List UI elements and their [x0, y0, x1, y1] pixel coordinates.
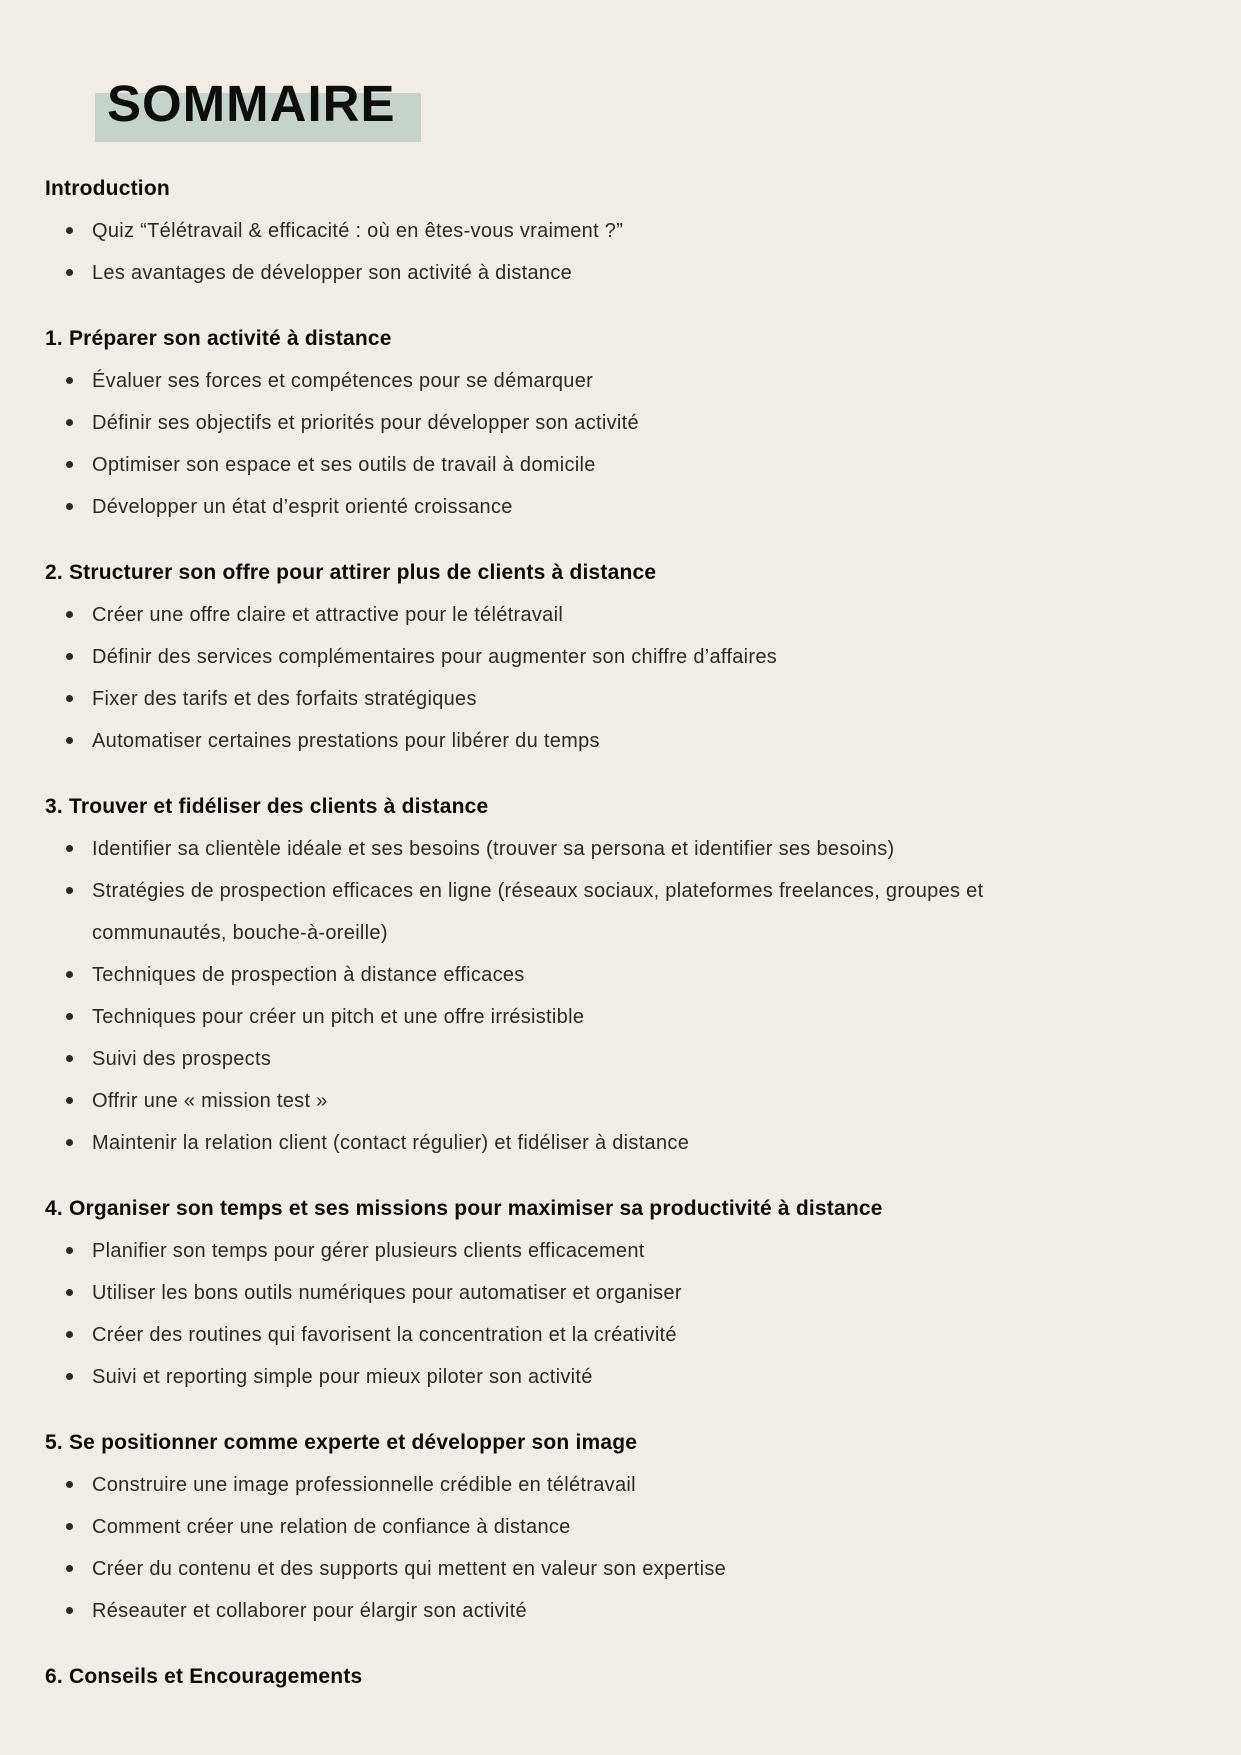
section-items: [45, 1464, 1055, 1632]
toc-item-label: Techniques de prospection à distance efficaces: [92, 964, 525, 986]
toc-item: [45, 360, 1055, 402]
bullet-icon: [66, 1055, 73, 1062]
toc-item: [45, 1122, 1055, 1164]
page-title: SOMMAIRE: [107, 75, 396, 132]
toc-item-label: Définir ses objectifs et priorités pour développer son activité: [92, 412, 639, 434]
section-heading: 6. Conseils et Encouragements: [45, 1665, 363, 1688]
toc-item: [45, 1506, 1055, 1548]
bullet-icon: [66, 461, 73, 468]
toc-item: [45, 1080, 1055, 1122]
bullet-icon: [66, 1607, 73, 1614]
section-heading: 2. Structurer son offre pour attirer plus de clients à distance: [45, 561, 657, 584]
bullet-icon: [66, 695, 73, 702]
toc-item: [45, 594, 1055, 636]
bullet-icon: [66, 377, 73, 384]
table-of-contents: [45, 168, 1181, 1698]
section-items: [45, 1230, 1055, 1398]
toc-item: [45, 1038, 1055, 1080]
bullet-icon: [66, 1523, 73, 1530]
bullet-icon: [66, 1139, 73, 1146]
bullet-icon: [66, 1247, 73, 1254]
toc-item-label: Les avantages de développer son activité à distance: [92, 262, 573, 284]
bullet-icon: [66, 653, 73, 660]
bullet-icon: [66, 971, 73, 978]
toc-section-2: [45, 552, 1181, 762]
toc-section-introduction: [45, 168, 1181, 294]
bullet-icon: [66, 1013, 73, 1020]
toc-item: [45, 720, 1055, 762]
section-heading: 3. Trouver et fidéliser des clients à distance: [45, 795, 489, 818]
toc-item: [45, 1272, 1055, 1314]
page-title-wrap: [107, 75, 396, 132]
toc-item-label: Définir des services complémentaires pour augmenter son chiffre d’affaires: [92, 646, 778, 668]
toc-item-label: Planifier son temps pour gérer plusieurs clients efficacement: [92, 1240, 645, 1262]
section-heading: 1. Préparer son activité à distance: [45, 327, 392, 350]
toc-item: [45, 996, 1055, 1038]
bullet-icon: [66, 269, 73, 276]
bullet-icon: [66, 1565, 73, 1572]
bullet-icon: [66, 227, 73, 234]
toc-item-label: Maintenir la relation client (contact régulier) et fidéliser à distance: [92, 1132, 690, 1154]
toc-item-label: Offrir une « mission test »: [92, 1090, 328, 1112]
toc-item: [45, 402, 1055, 444]
bullet-icon: [66, 737, 73, 744]
bullet-icon: [66, 611, 73, 618]
toc-item-label: Suivi et reporting simple pour mieux piloter son activité: [92, 1366, 593, 1388]
toc-item: [45, 1230, 1055, 1272]
toc-section-4: [45, 1188, 1181, 1398]
toc-section-1: [45, 318, 1181, 528]
toc-item: [45, 1356, 1055, 1398]
bullet-icon: [66, 887, 73, 894]
toc-item-label: Créer du contenu et des supports qui mettent en valeur son expertise: [92, 1558, 727, 1580]
bullet-icon: [66, 503, 73, 510]
section-items: [45, 360, 1055, 528]
bullet-icon: [66, 1331, 73, 1338]
toc-item-label: Quiz “Télétravail & efficacité : où en êtes-vous vraiment ?”: [92, 220, 624, 242]
toc-item: [45, 1548, 1055, 1590]
toc-item: [45, 210, 1055, 252]
toc-item: [45, 636, 1055, 678]
toc-item-label: Créer une offre claire et attractive pour le télétravail: [92, 604, 564, 626]
toc-item: [45, 444, 1055, 486]
bullet-icon: [66, 419, 73, 426]
bullet-icon: [66, 1289, 73, 1296]
bullet-icon: [66, 1481, 73, 1488]
section-heading: 5. Se positionner comme experte et développer son image: [45, 1431, 638, 1454]
bullet-icon: [66, 1097, 73, 1104]
toc-item-label: Optimiser son espace et ses outils de travail à domicile: [92, 454, 596, 476]
toc-item: [45, 486, 1055, 528]
toc-item-label: Fixer des tarifs et des forfaits stratégiques: [92, 688, 477, 710]
toc-item: [45, 870, 1055, 954]
toc-item-label: Construire une image professionnelle crédible en télétravail: [92, 1474, 636, 1496]
section-heading: Introduction: [45, 177, 170, 200]
toc-item-label: Stratégies de prospection efficaces en ligne (réseaux sociaux, plateformes freelances, groupes et communautés, bouche-à-oreille): [92, 880, 984, 944]
section-items: [45, 210, 1055, 294]
toc-item: [45, 678, 1055, 720]
toc-item-label: Utiliser les bons outils numériques pour automatiser et organiser: [92, 1282, 682, 1304]
toc-item-label: Réseauter et collaborer pour élargir son activité: [92, 1600, 527, 1622]
toc-item: [45, 252, 1055, 294]
toc-item-label: Comment créer une relation de confiance à distance: [92, 1516, 571, 1538]
section-items: [45, 828, 1055, 1164]
toc-item: [45, 1314, 1055, 1356]
toc-item-label: Évaluer ses forces et compétences pour se démarquer: [92, 370, 594, 392]
toc-item: [45, 954, 1055, 996]
toc-section-6: [45, 1656, 1181, 1698]
toc-item-label: Créer des routines qui favorisent la concentration et la créativité: [92, 1324, 677, 1346]
toc-section-5: [45, 1422, 1181, 1632]
section-heading: 4. Organiser son temps et ses missions pour maximiser sa productivité à distance: [45, 1197, 883, 1220]
toc-item: [45, 1464, 1055, 1506]
toc-item-label: Développer un état d’esprit orienté croissance: [92, 496, 513, 518]
bullet-icon: [66, 845, 73, 852]
toc-item: [45, 1590, 1055, 1632]
toc-item-label: Automatiser certaines prestations pour libérer du temps: [92, 730, 600, 752]
toc-section-3: [45, 786, 1181, 1164]
toc-item-label: Suivi des prospects: [92, 1048, 272, 1070]
section-items: [45, 594, 1055, 762]
toc-item-label: Techniques pour créer un pitch et une offre irrésistible: [92, 1006, 585, 1028]
toc-item-label: Identifier sa clientèle idéale et ses besoins (trouver sa persona et identifier ses besoins): [92, 838, 895, 860]
toc-item: [45, 828, 1055, 870]
bullet-icon: [66, 1373, 73, 1380]
